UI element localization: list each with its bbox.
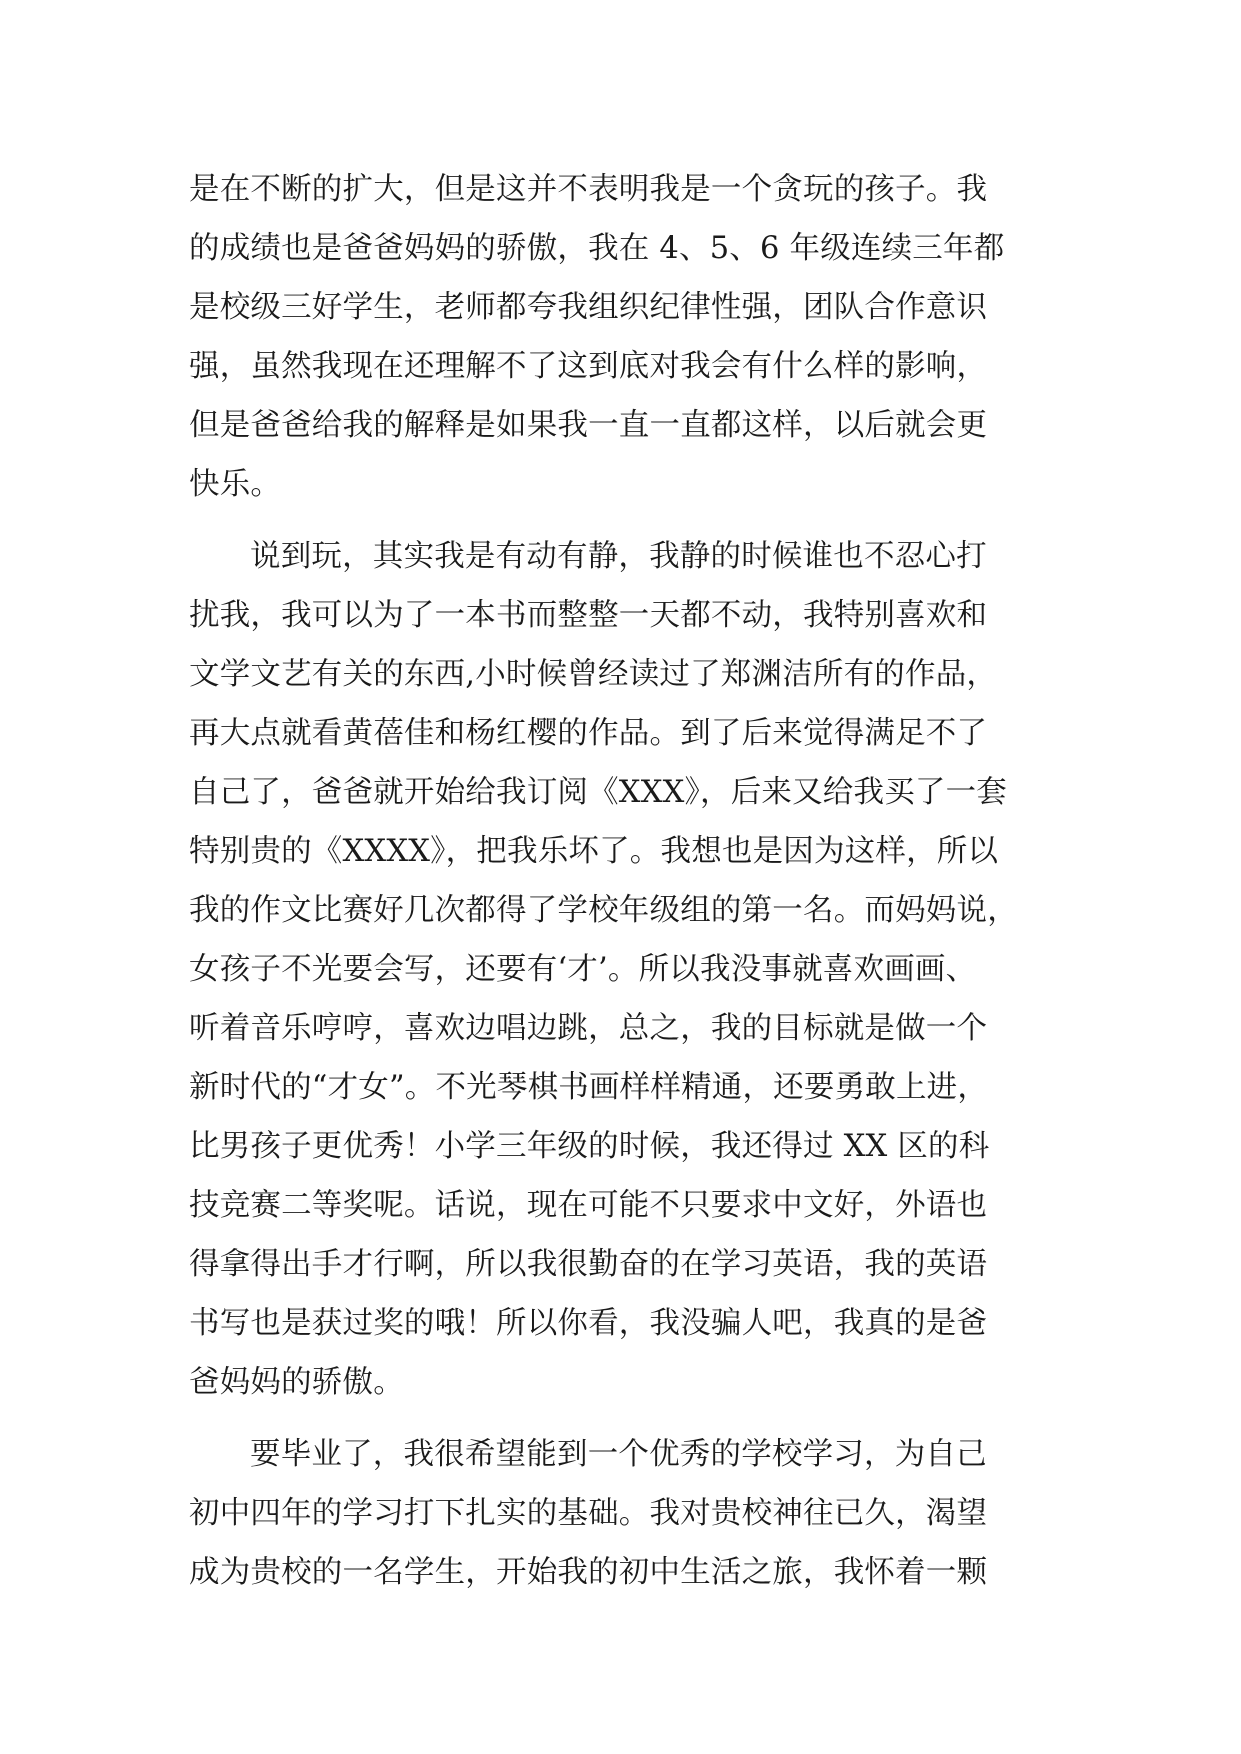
paragraph-2-line-2: 扰我，我可以为了一本书而整整一天都不动，我特别喜欢和	[189, 598, 988, 633]
paragraph-3-line-2: 初中四年的学习打下扎实的基础。我对贵校神往已久，渴望	[189, 1496, 988, 1531]
paragraph-2-line-13: 得拿得出手才行啊，所以我很勤奋的在学习英语，我的英语	[189, 1247, 988, 1282]
paragraph-1-line-5: 但是爸爸给我的解释是如果我一直一直都这样，以后就会更	[189, 408, 988, 443]
paragraph-2-line-12: 技竞赛二等奖呢。话说，现在可能不只要求中文好，外语也	[189, 1188, 988, 1223]
paragraph-2-line-10: 新时代的“才女”。不光琴棋书画样样精通，还要勇敢上进，	[189, 1070, 989, 1105]
paragraph-spacer	[189, 1412, 1059, 1425]
paragraph-2-line-3: 文学文艺有关的东西,小时候曾经读过了郑渊洁所有的作品，	[189, 657, 998, 692]
paragraph-1-line-1: 是在不断的扩大，但是这并不表明我是一个贪玩的孩子。我	[189, 172, 988, 207]
paragraph-2-line-15: 爸妈妈的骄傲。	[189, 1365, 404, 1400]
paragraph-1-line-4: 强，虽然我现在还理解不了这到底对我会有什么样的影响，	[189, 349, 988, 384]
paragraph-1-line-3: 是校级三好学生，老师都夸我组织纪律性强，团队合作意识	[189, 290, 988, 325]
paragraph-2-line-7: 我的作文比赛好几次都得了学校年级组的第一名。而妈妈说，	[189, 893, 1018, 928]
paragraph-2-line-11: 比男孩子更优秀！小学三年级的时候，我还得过 XX 区的科	[189, 1129, 990, 1164]
document-body	[189, 160, 1059, 1602]
paragraph-2-line-5: 自己了，爸爸就开始给我订阅《XXX》，后来又给我买了一套	[189, 775, 1007, 810]
paragraph-2-line-9: 听着音乐哼哼，喜欢边唱边跳，总之，我的目标就是做一个	[189, 1011, 988, 1046]
paragraph-1-line-2: 的成绩也是爸爸妈妈的骄傲，我在 4、5、6 年级连续三年都	[189, 231, 1005, 266]
paragraph-2-line-1: 说到玩，其实我是有动有静，我静的时候谁也不忍心打	[250, 539, 987, 574]
paragraph-2-line-8: 女孩子不光要会写，还要有‘才’。所以我没事就喜欢画画、	[189, 952, 977, 987]
paragraph-3-line-1: 要毕业了，我很希望能到一个优秀的学校学习，为自己	[250, 1437, 987, 1472]
paragraph-3-line-3: 成为贵校的一名学生，开始我的初中生活之旅，我怀着一颗	[189, 1555, 988, 1590]
paragraph-spacer	[189, 514, 1059, 527]
paragraph-2-line-6: 特别贵的《XXXX》，把我乐坏了。我想也是因为这样，所以	[189, 834, 999, 869]
paragraph-1-line-6: 快乐。	[189, 467, 282, 502]
paragraph-2-line-14: 书写也是获过奖的哦！所以你看，我没骗人吧，我真的是爸	[189, 1306, 988, 1341]
paragraph-2-line-4: 再大点就看黄蓓佳和杨红樱的作品。到了后来觉得满足不了	[189, 716, 988, 751]
